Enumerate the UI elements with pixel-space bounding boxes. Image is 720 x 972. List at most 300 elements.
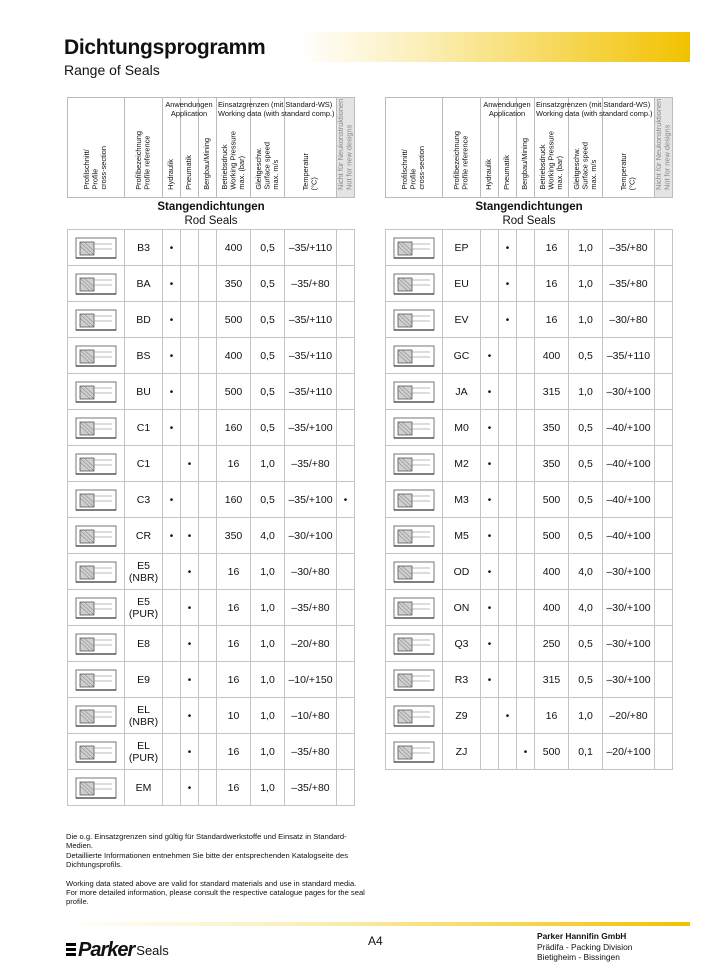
cell-code (125, 626, 163, 662)
cell-temp (603, 338, 655, 374)
cell-m (199, 446, 217, 482)
value-code: CR (135, 529, 152, 542)
cell-p (499, 590, 517, 626)
cell-nn (337, 590, 355, 626)
cell-p (499, 662, 517, 698)
table-row (68, 302, 355, 338)
seal-profile-icon (392, 524, 436, 548)
cell-m (517, 518, 535, 554)
cell-pressure (535, 662, 569, 698)
profile-cross-section (68, 734, 125, 770)
value-h: • (487, 386, 492, 398)
cell-h (163, 410, 181, 446)
cell-pressure (217, 338, 251, 374)
cell-nn (337, 410, 355, 446)
value-speed: 0,1 (578, 745, 593, 758)
cell-h (481, 266, 499, 302)
cell-nn (655, 590, 673, 626)
value-temp: –35/+110 (606, 349, 651, 362)
profile-cross-section (68, 518, 125, 554)
value-pressure: 500 (542, 529, 561, 542)
cell-nn (655, 374, 673, 410)
value-speed: 1,0 (260, 745, 275, 758)
cell-m (517, 554, 535, 590)
value-code: E9 (137, 673, 150, 686)
cell-speed (251, 590, 285, 626)
cell-pressure (535, 518, 569, 554)
value-code: ZJ (455, 745, 468, 758)
value-h: • (169, 494, 174, 506)
profile-cross-section (68, 626, 125, 662)
value-code: M0 (454, 421, 469, 434)
cell-h (163, 590, 181, 626)
cell-nn (337, 554, 355, 590)
value-nn: • (343, 494, 348, 506)
value-speed: 0,5 (260, 421, 275, 434)
value-temp: –35/+110 (288, 349, 333, 362)
cell-temp (285, 338, 337, 374)
value-h: • (487, 638, 492, 650)
cell-p (181, 590, 199, 626)
table-row (68, 374, 355, 410)
cell-h (481, 626, 499, 662)
seal-profile-icon (392, 308, 436, 332)
cell-speed (251, 338, 285, 374)
header-pressure: Betriebsdruck Working Pressure max. (bar) (535, 98, 569, 198)
cell-pressure (535, 554, 569, 590)
value-p: • (187, 602, 192, 614)
cell-p (181, 302, 199, 338)
notes (66, 832, 366, 916)
value-temp: –40/+100 (606, 493, 651, 506)
value-h: • (487, 674, 492, 686)
cell-code (125, 446, 163, 482)
limits-group-label: Einsatzgrenzen (mit Standard-WS) Working data (with standard comp.) (536, 100, 653, 118)
seal-profile-icon (392, 416, 436, 440)
value-code: BU (136, 385, 151, 398)
cell-pressure (217, 410, 251, 446)
cell-pressure (217, 662, 251, 698)
left-table-panel (67, 97, 355, 806)
cell-h (481, 230, 499, 266)
cell-nn (337, 230, 355, 266)
table-row (386, 626, 673, 662)
table-row (68, 266, 355, 302)
header-profile: Profilschnitt/ Profile cross-section (68, 98, 125, 198)
cell-h (481, 374, 499, 410)
table-row (386, 734, 673, 770)
cell-p (181, 410, 199, 446)
value-pressure: 160 (224, 421, 243, 434)
table-row (68, 662, 355, 698)
seal-profile-icon (74, 704, 118, 728)
value-temp: –35/+80 (291, 457, 330, 470)
cell-nn (655, 266, 673, 302)
profile-cross-section (68, 662, 125, 698)
cell-pressure (217, 482, 251, 518)
value-code: EL (PUR) (128, 739, 159, 764)
value-pressure: 350 (224, 529, 243, 542)
table-row (386, 590, 673, 626)
value-speed: 1,0 (578, 241, 593, 254)
cell-p (181, 446, 199, 482)
value-code: EU (454, 277, 469, 290)
cell-p (181, 266, 199, 302)
cell-p (499, 734, 517, 770)
value-code: M2 (454, 457, 469, 470)
cell-h (481, 590, 499, 626)
profile-cross-section (68, 266, 125, 302)
table-row (68, 338, 355, 374)
header-designation: Profilbezeichnung Profile reference (125, 98, 163, 198)
table-row (68, 734, 355, 770)
header-pneumatik: Pneumatik (499, 98, 517, 198)
value-pressure: 315 (542, 385, 561, 398)
cell-temp (285, 734, 337, 770)
cell-temp (285, 590, 337, 626)
header-speed: Gleitgeschw. Surface speed max. m/s (569, 98, 603, 198)
value-pressure: 16 (227, 673, 240, 686)
cell-speed (569, 698, 603, 734)
table-row (386, 518, 673, 554)
cell-code (443, 662, 481, 698)
footer-bar (60, 922, 690, 926)
value-m: • (523, 746, 528, 758)
cell-speed (569, 734, 603, 770)
cell-nn (337, 518, 355, 554)
cell-temp (603, 590, 655, 626)
cell-h (163, 338, 181, 374)
section-row (68, 198, 355, 230)
header-speed: Gleitgeschw. Surface speed max. m/s (251, 98, 285, 198)
cell-m (517, 338, 535, 374)
profile-cross-section (386, 554, 443, 590)
value-temp: –10/+80 (291, 709, 330, 722)
value-p: • (505, 710, 510, 722)
value-speed: 1,0 (260, 709, 275, 722)
cell-code (443, 410, 481, 446)
cell-p (181, 734, 199, 770)
seal-profile-icon (392, 452, 436, 476)
cell-speed (569, 410, 603, 446)
cell-pressure (535, 590, 569, 626)
cell-h (481, 338, 499, 374)
cell-h (481, 662, 499, 698)
value-pressure: 16 (545, 313, 558, 326)
seal-profile-icon (392, 596, 436, 620)
cell-h (163, 374, 181, 410)
seal-profile-icon (74, 272, 118, 296)
seal-profile-icon (392, 272, 436, 296)
table-row (68, 410, 355, 446)
cell-code (125, 698, 163, 734)
table-row (386, 410, 673, 446)
cell-h (163, 770, 181, 806)
cell-temp (603, 518, 655, 554)
value-h: • (169, 386, 174, 398)
header-hydraulik: Hydraulik (163, 98, 181, 198)
profile-cross-section (386, 482, 443, 518)
cell-temp (603, 410, 655, 446)
cell-temp (603, 554, 655, 590)
cell-pressure (217, 554, 251, 590)
value-code: JA (455, 385, 468, 398)
value-pressure: 400 (224, 349, 243, 362)
parker-flag-icon (66, 940, 78, 960)
value-pressure: 400 (224, 241, 243, 254)
value-pressure: 400 (542, 565, 561, 578)
cell-speed (251, 554, 285, 590)
note-english: Working data stated above are valid for standard materials and use in standard media. For more detailed information, please consult the respective catalogue pages for the seal profile. (66, 878, 365, 907)
cell-h (163, 554, 181, 590)
cell-h (163, 266, 181, 302)
value-p: • (187, 782, 192, 794)
cell-m (199, 230, 217, 266)
cell-nn (655, 698, 673, 734)
seal-profile-icon (392, 668, 436, 692)
page-subtitle: Range of Seals (64, 62, 160, 78)
profile-cross-section (68, 698, 125, 734)
value-h: • (169, 314, 174, 326)
cell-code (125, 662, 163, 698)
cell-code (443, 482, 481, 518)
cell-p (499, 230, 517, 266)
value-speed: 4,0 (578, 565, 593, 578)
header-temperature: Temperatur (°C) (603, 98, 655, 198)
cell-temp (285, 662, 337, 698)
value-code: Q3 (454, 637, 469, 650)
cell-code (443, 230, 481, 266)
value-pressure: 400 (542, 601, 561, 614)
header-hydraulik: Hydraulik (481, 98, 499, 198)
value-temp: –30/+100 (606, 637, 651, 650)
value-temp: –10/+150 (288, 673, 333, 686)
cell-speed (569, 302, 603, 338)
table-row (386, 482, 673, 518)
table-row (68, 446, 355, 482)
seal-profile-icon (392, 560, 436, 584)
cell-speed (251, 374, 285, 410)
value-p: • (187, 710, 192, 722)
cell-nn (337, 734, 355, 770)
cell-code (443, 626, 481, 662)
cell-pressure (535, 626, 569, 662)
header-temperature: Temperatur (°C) (285, 98, 337, 198)
value-pressure: 250 (542, 637, 561, 650)
cell-h (163, 302, 181, 338)
value-pressure: 16 (227, 781, 240, 794)
cell-speed (569, 662, 603, 698)
logo-word: Parker (78, 938, 135, 961)
cell-p (499, 302, 517, 338)
cell-pressure (535, 734, 569, 770)
cell-speed (251, 230, 285, 266)
value-pressure: 16 (545, 277, 558, 290)
table-row (386, 374, 673, 410)
cell-temp (285, 554, 337, 590)
value-temp: –30/+100 (606, 565, 651, 578)
cell-h (163, 734, 181, 770)
table-row (68, 590, 355, 626)
cell-temp (603, 266, 655, 302)
value-temp: –35/+100 (288, 493, 333, 506)
table-row (386, 230, 673, 266)
value-temp: –35/+80 (609, 277, 648, 290)
cell-m (199, 626, 217, 662)
value-pressure: 16 (227, 601, 240, 614)
cell-temp (603, 662, 655, 698)
cell-pressure (217, 374, 251, 410)
profile-cross-section (386, 518, 443, 554)
cell-p (499, 446, 517, 482)
profile-cross-section (386, 662, 443, 698)
value-temp: –35/+80 (291, 745, 330, 758)
cell-m (517, 266, 535, 302)
cell-nn (337, 626, 355, 662)
cell-code (125, 554, 163, 590)
cell-speed (569, 374, 603, 410)
cell-m (517, 482, 535, 518)
header-designation: Profilbezeichnung Profile reference (443, 98, 481, 198)
value-speed: 0,5 (260, 385, 275, 398)
cell-temp (285, 374, 337, 410)
cell-m (517, 230, 535, 266)
seal-profile-icon (392, 704, 436, 728)
cell-m (199, 338, 217, 374)
cell-speed (569, 338, 603, 374)
seal-profile-icon (74, 596, 118, 620)
profile-cross-section (68, 446, 125, 482)
cell-nn (655, 518, 673, 554)
value-code: M5 (454, 529, 469, 542)
value-speed: 1,0 (260, 457, 275, 470)
cell-pressure (535, 302, 569, 338)
table-row (386, 662, 673, 698)
cell-pressure (535, 266, 569, 302)
cell-h (481, 302, 499, 338)
cell-m (517, 662, 535, 698)
cell-nn (655, 554, 673, 590)
cell-nn (655, 482, 673, 518)
cell-temp (285, 482, 337, 518)
cell-p (181, 374, 199, 410)
cell-h (163, 698, 181, 734)
value-speed: 1,0 (260, 781, 275, 794)
cell-m (199, 482, 217, 518)
value-temp: –35/+110 (288, 241, 333, 254)
cell-h (481, 554, 499, 590)
cell-temp (285, 518, 337, 554)
seal-profile-icon (74, 776, 118, 800)
value-code: E5 (NBR) (128, 559, 159, 584)
cell-p (499, 518, 517, 554)
value-temp: –20/+80 (609, 709, 648, 722)
value-temp: –20/+80 (291, 637, 330, 650)
value-h: • (169, 530, 174, 542)
profile-cross-section (68, 770, 125, 806)
value-pressure: 500 (542, 493, 561, 506)
cell-speed (251, 698, 285, 734)
page-number: A4 (368, 934, 383, 948)
value-speed: 0,5 (578, 349, 593, 362)
cell-m (517, 590, 535, 626)
value-pressure: 350 (224, 277, 243, 290)
value-speed: 0,5 (578, 529, 593, 542)
cell-m (199, 698, 217, 734)
section-row (386, 198, 673, 230)
profile-cross-section (68, 338, 125, 374)
value-pressure: 16 (227, 565, 240, 578)
cell-nn (337, 374, 355, 410)
cell-temp (285, 626, 337, 662)
value-temp: –35/+80 (609, 241, 648, 254)
cell-temp (285, 698, 337, 734)
cell-m (199, 410, 217, 446)
value-p: • (187, 458, 192, 470)
cell-code (443, 338, 481, 374)
value-code: EM (135, 781, 152, 794)
cell-temp (603, 482, 655, 518)
value-temp: –30/+100 (288, 529, 333, 542)
cell-temp (603, 302, 655, 338)
header-new_designs: Nicht für Neukonstruktionen Not for new designs (337, 98, 355, 198)
cell-p (181, 482, 199, 518)
value-temp: –35/+80 (291, 277, 330, 290)
value-h: • (487, 566, 492, 578)
value-p: • (505, 314, 510, 326)
cell-pressure (217, 230, 251, 266)
value-code: B3 (137, 241, 150, 254)
note-german: Die o.g. Einsatzgrenzen sind gültig für Standardwerkstoffe und Einsatz in Standard-Medien. Detaillierte Informationen entnehmen Sie bitte der entsprechenden Katalogseite des Dichtungsprofils. (66, 832, 348, 870)
cell-pressure (217, 266, 251, 302)
cell-m (517, 698, 535, 734)
cell-code (443, 302, 481, 338)
cell-nn (337, 698, 355, 734)
cell-p (181, 338, 199, 374)
cell-pressure (217, 446, 251, 482)
seal-profile-icon (74, 236, 118, 260)
profile-cross-section (68, 230, 125, 266)
value-code: ON (453, 601, 470, 614)
cell-m (517, 626, 535, 662)
profile-cross-section (68, 554, 125, 590)
value-code: BA (136, 277, 151, 290)
cell-nn (655, 302, 673, 338)
value-temp: –30/+100 (606, 385, 651, 398)
cell-p (181, 518, 199, 554)
cell-nn (337, 482, 355, 518)
profile-cross-section (386, 446, 443, 482)
cell-speed (569, 482, 603, 518)
value-code: C1 (136, 457, 151, 470)
profile-cross-section (386, 734, 443, 770)
cell-code (125, 374, 163, 410)
cell-code (443, 698, 481, 734)
value-pressure: 500 (224, 313, 243, 326)
cell-p (181, 662, 199, 698)
logo-suffix: Seals (136, 942, 169, 958)
cell-temp (285, 230, 337, 266)
section-heading (386, 198, 673, 230)
cell-p (499, 410, 517, 446)
value-p: • (187, 674, 192, 686)
profile-cross-section (386, 302, 443, 338)
value-p: • (187, 530, 192, 542)
value-speed: 0,5 (260, 313, 275, 326)
application-group-label: Anwendungen Application (483, 100, 531, 118)
value-temp: –35/+110 (288, 313, 333, 326)
cell-pressure (217, 518, 251, 554)
